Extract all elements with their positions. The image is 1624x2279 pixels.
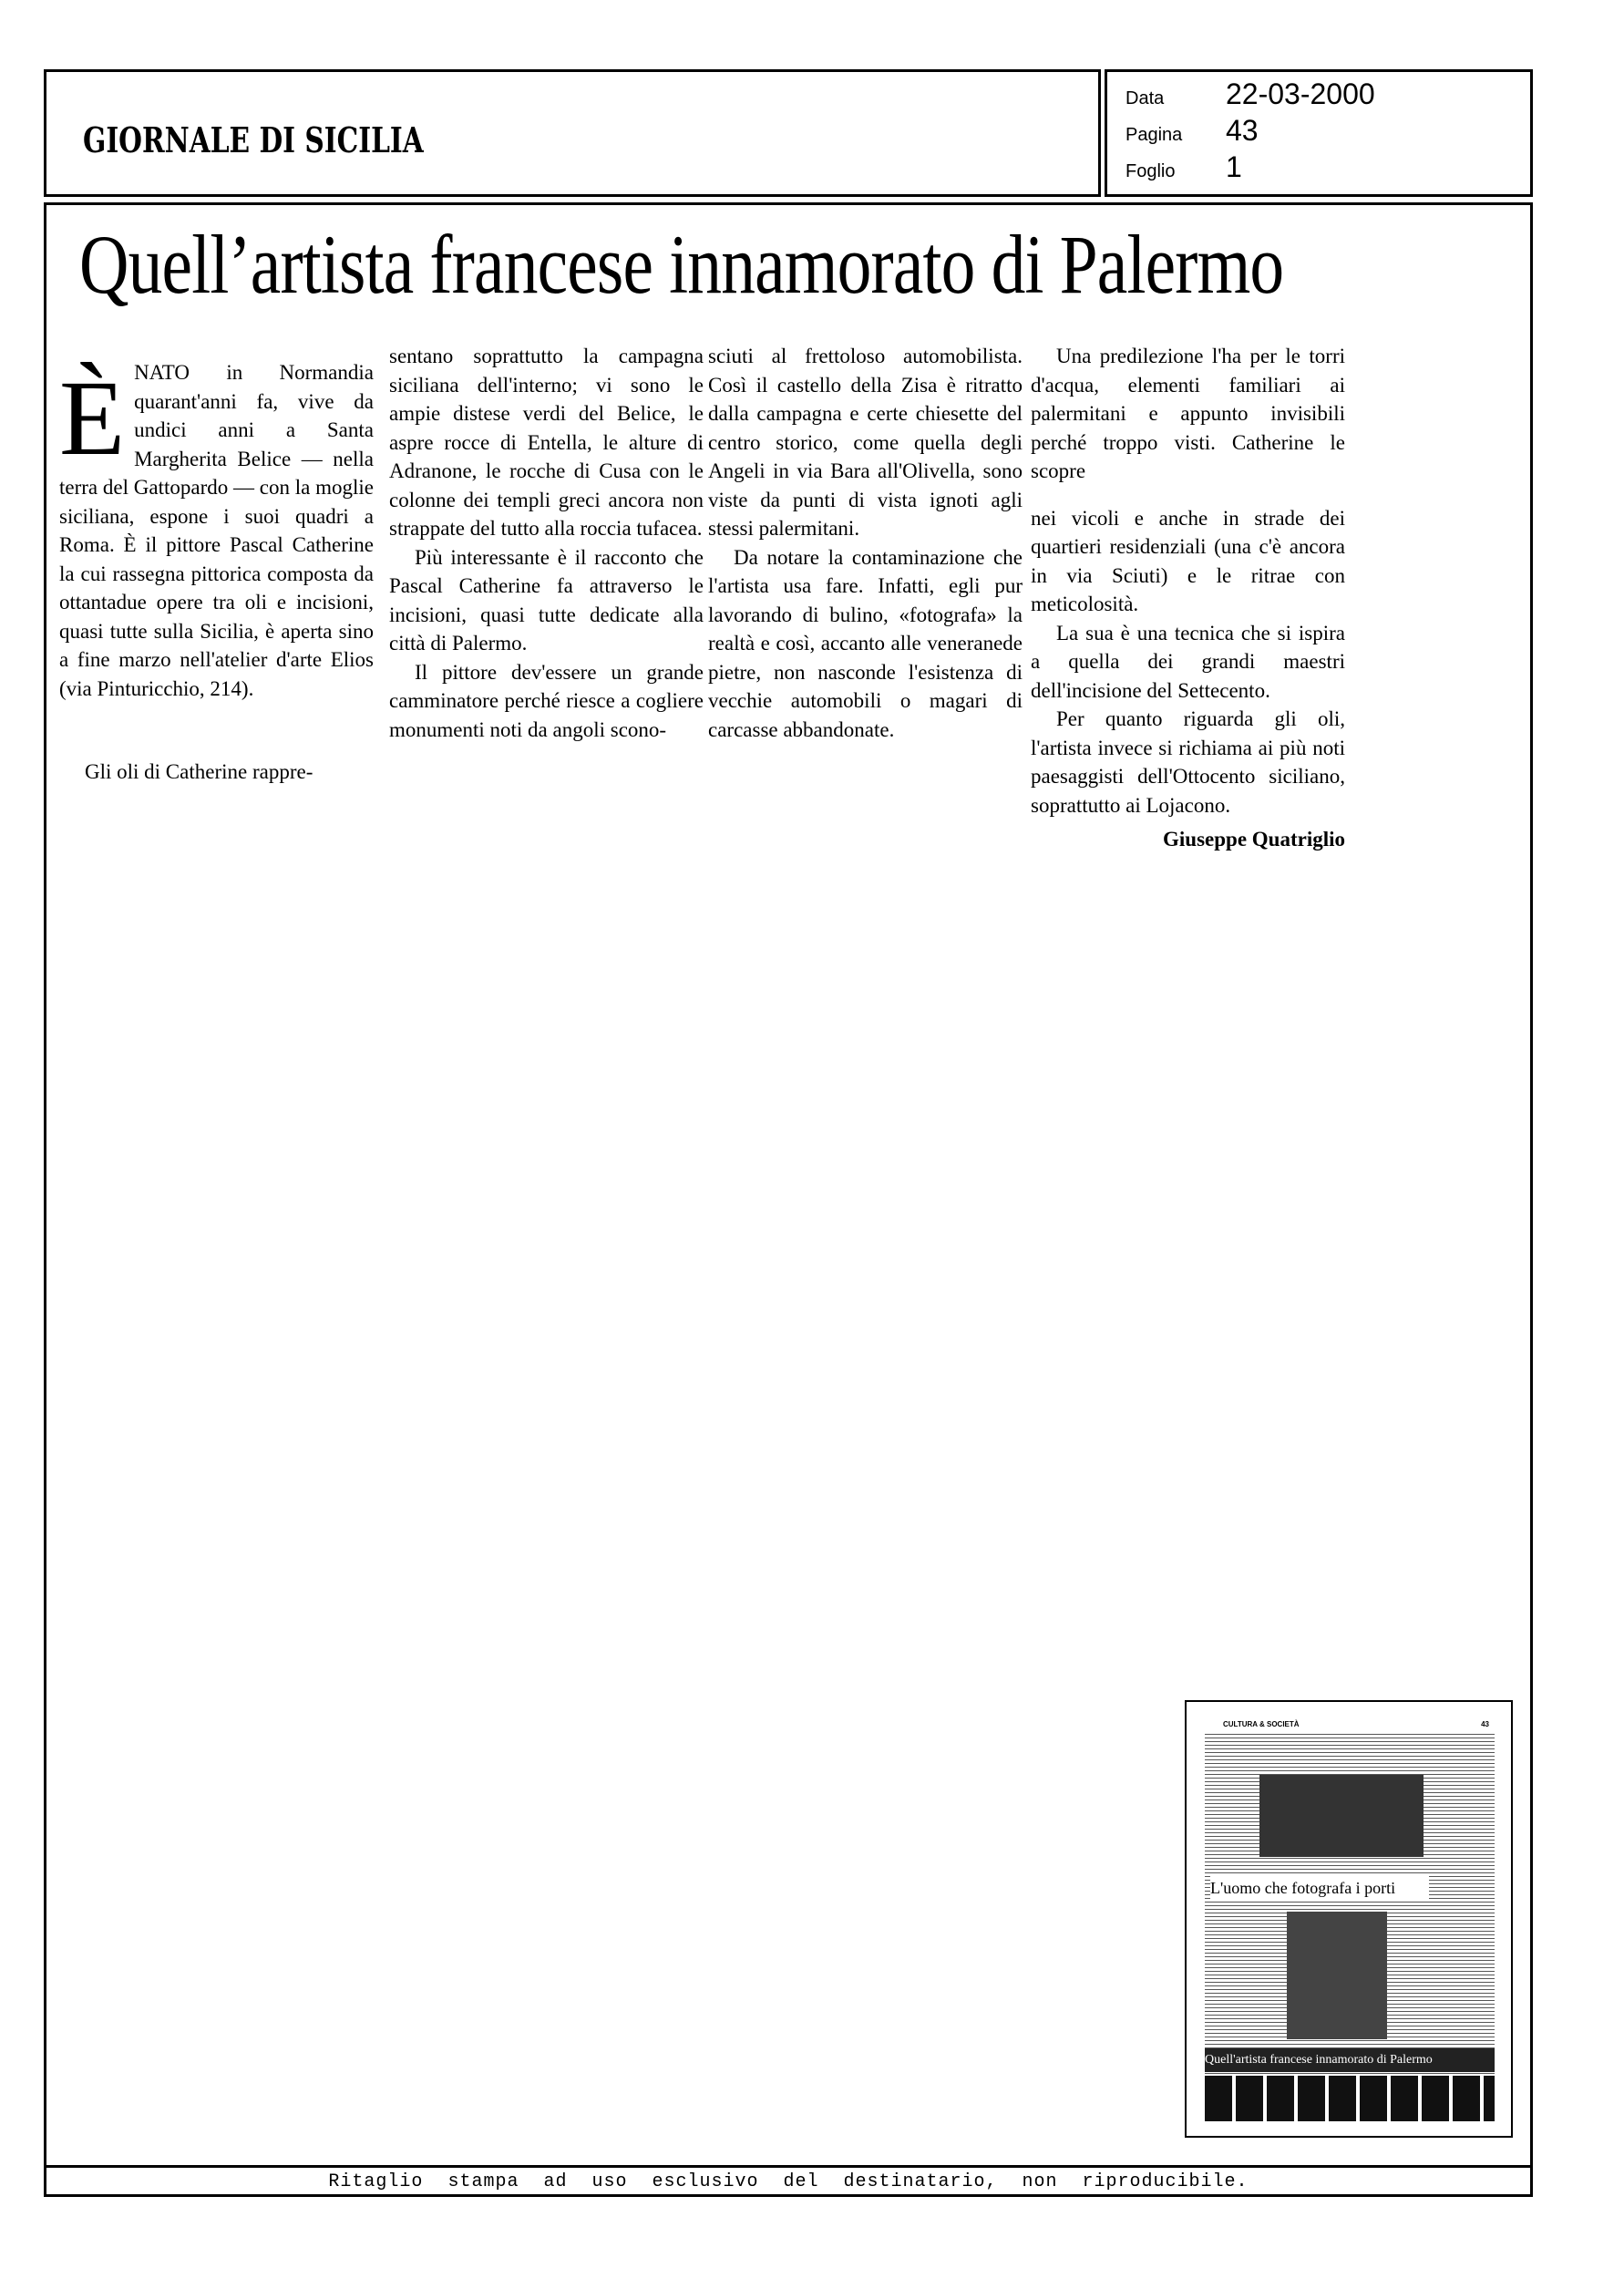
- thumbnail-image-strip: [1205, 2076, 1495, 2121]
- date-label: Data: [1125, 88, 1165, 108]
- paragraph: Per quanto riguarda gli oli, l'artista invece si richiama ai più noti paesaggisti dell'Ottocento siciliano, soprattutto ai Lojacono.: [1031, 707, 1345, 817]
- sheet-row: [1125, 150, 1242, 184]
- article-column-1: [59, 358, 374, 787]
- paragraph: La sua è una tecnica che si ispira a quella dei grandi maestri dell'incisione del Settecento.: [1031, 621, 1345, 702]
- footer-notice: Ritaglio stampa ad uso esclusivo del destinatario, non riproducibile.: [328, 2171, 1249, 2192]
- paragraph: sentano soprattutto la campagna siciliana dell'interno; vi sono le ampie distese verdi del Belice, le aspre rocce di Entella, le alture di Adranone, le rocche di Cusa con le colonne dei templi greci ancora non strappate del tutto alla roccia tufacea.: [389, 345, 704, 540]
- paragraph: Più interessante è il racconto che Pascal Catherine fa attraverso le incisioni, quasi tutte dedicate alla città di Palermo.: [389, 545, 704, 655]
- thumbnail-header: [1205, 1720, 1495, 1733]
- masthead-box: [44, 69, 1101, 197]
- thumbnail-page-number: 43: [1481, 1720, 1489, 1728]
- thumbnail-photo: [1259, 1775, 1424, 1857]
- thumbnail-section: CULTURA & SOCIETÀ: [1223, 1720, 1300, 1728]
- sheet-value: 1: [1226, 150, 1242, 183]
- drop-cap: È: [59, 358, 126, 478]
- article-column-3: [708, 342, 1023, 744]
- thumbnail-article-band: Quell'artista francese innamorato di Palermo: [1205, 2048, 1495, 2072]
- article-box: [44, 202, 1533, 2197]
- article-byline: Giuseppe Quatriglio: [1163, 828, 1345, 851]
- paragraph: Gli oli di Catherine rappre-: [85, 760, 313, 783]
- page-thumbnail: [1185, 1700, 1513, 2138]
- paragraph: Una predilezione l'ha per le torri d'acqua, elementi familiari ai palermitani e appunto invisibili perché troppo visti. Catherine le scopre: [1031, 345, 1345, 482]
- paragraph: sciuti al frettoloso automobilista. Così il castello della Zisa è ritratto dalla campagna e certe chiesette del centro storico, come quella degli Angeli in via Bara all'Olivella, sono viste da punti di vista ignoti agli stessi palermitani.: [708, 345, 1023, 540]
- masthead: GIORNALE DI SICILIA: [83, 119, 424, 160]
- page-value: 43: [1226, 114, 1259, 147]
- thumbnail-photo: [1287, 1912, 1387, 2039]
- paragraph: NATO in Normandia quarant'anni fa, vive da undici anni a Santa Margherita Belice — nella terra del Gattopardo — con la moglie siciliana, espone i suoi quadri a Roma. È il pittore Pascal Catherine la cui rassegna pittorica composta da ottantadue opere tra oli e incisioni, quasi tutte sulla Sicilia, è aperta sino a fine marzo nell'atelier d'arte Elios (via Pinturicchio, 214).: [59, 361, 374, 700]
- sheet-label: Foglio: [1125, 161, 1176, 181]
- paragraph: Il pittore dev'essere un grande camminatore perché riesce a cogliere monumenti noti da angoli scono-: [389, 660, 704, 741]
- clipping-info-box: [1105, 69, 1533, 197]
- thumbnail-headline: L'uomo che fotografa i porti: [1210, 1875, 1429, 1901]
- page-label: Pagina: [1125, 125, 1183, 145]
- date-value: 22-03-2000: [1226, 77, 1375, 110]
- article-column-4: [1031, 342, 1345, 854]
- article-headline: Quell’artista francese innamorato di Palermo: [79, 218, 1284, 311]
- paragraph: nei vicoli e anche in strade dei quartieri residenziali (una c'è ancora in via Sciuti) e le ritrae con meticolosità.: [1031, 506, 1345, 615]
- page-row: [1125, 114, 1259, 148]
- date-row: [1125, 77, 1375, 111]
- paragraph: Da notare la contaminazione che l'artista usa fare. Infatti, egli pur lavorando di bulino, «fotografa» la realtà e così, accanto alle veneranede pietre, non nasconde l'esistenza di vecchie automobili o magari di carcasse abbandonate.: [708, 545, 1023, 741]
- article-column-2: [389, 342, 704, 744]
